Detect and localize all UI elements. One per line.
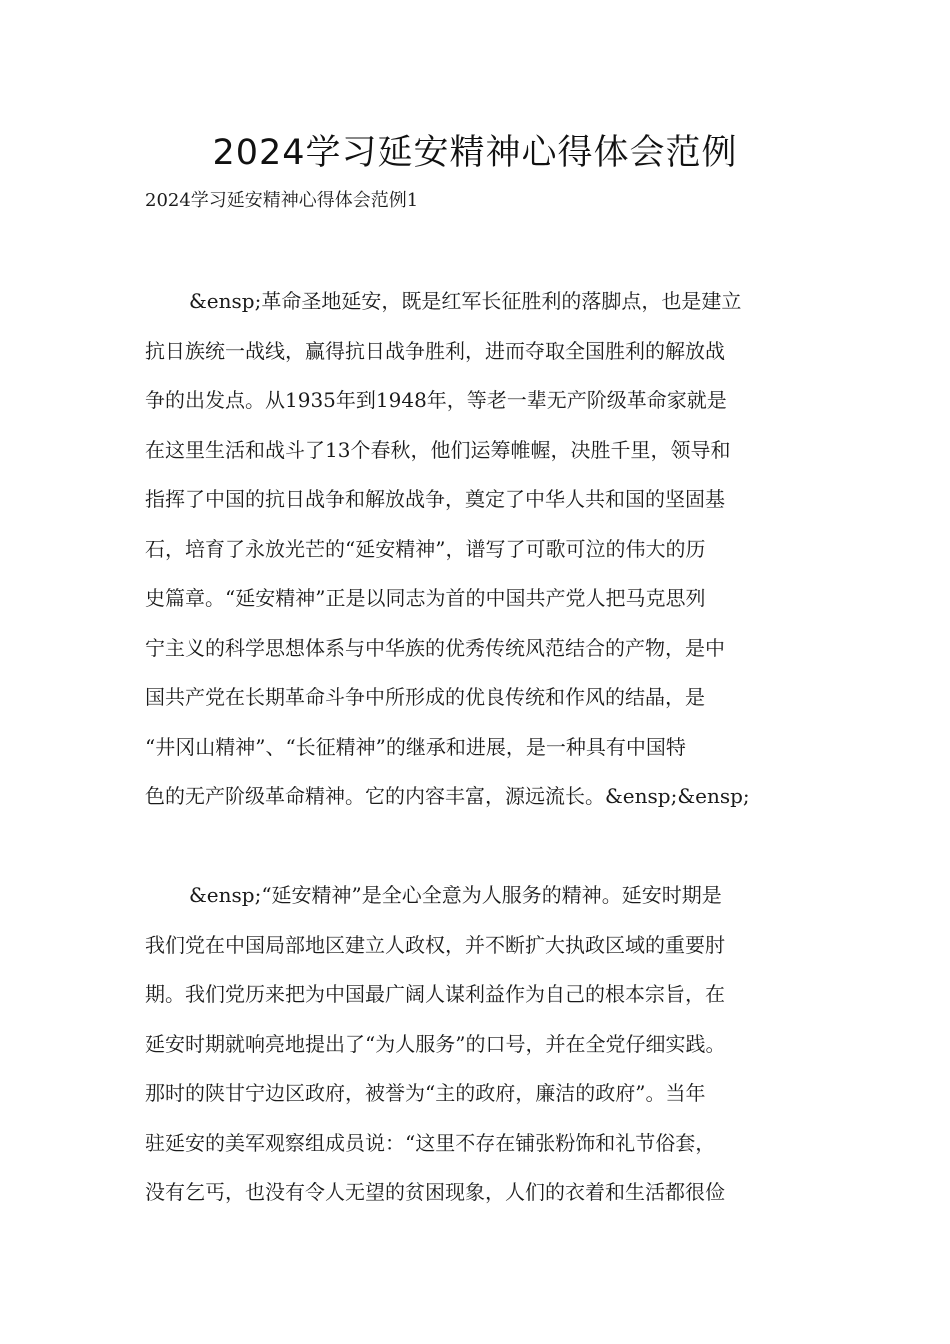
- paragraph-line: 国共产党在长期革命斗争中所形成的优良传统和作风的结晶，是: [145, 685, 705, 709]
- paragraph-line: &ensp;“延安精神”是全心全意为人服务的精神。延安时期是: [189, 883, 722, 907]
- paragraph-line: “井冈山精神”、“长征精神”的继承和进展，是一种具有中国特: [145, 734, 686, 759]
- paragraph-line: 延安时期就响亮地提出了“为人服务”的口号，并在全党仔细实践。: [145, 1031, 726, 1056]
- paragraph-line: 期。我们党历来把为中国最广阔人谋利益作为自己的根本宗旨，在: [145, 982, 725, 1006]
- paragraph-line: 在这里生活和战斗了13个春秋，他们运筹帷幄，决胜千里，领导和: [145, 437, 731, 462]
- paragraph-line: 抗日族统一战线，赢得抗日战争胜利，进而夺取全国胜利的解放战: [145, 338, 725, 363]
- paragraph-line: 色的无产阶级革命精神。它的内容丰富，源远流长。&ensp;&ensp;: [145, 784, 750, 808]
- paragraph-line: &ensp;革命圣地延安，既是红军长征胜利的落脚点，也是建立: [189, 289, 742, 313]
- paragraph-line: 指挥了中国的抗日战争和解放战争，奠定了中华人共和国的坚固基: [145, 487, 725, 511]
- paragraph-line: 石，培育了永放光芒的“延安精神”，谱写了可歌可泣的伟大的历: [145, 536, 706, 561]
- paragraph-1: [145, 286, 825, 831]
- document-subtitle: 2024学习延安精神心得体会范例1: [145, 190, 419, 211]
- paragraph-line: 我们党在中国局部地区建立人政权，并不断扩大执政区域的重要肘: [145, 932, 725, 957]
- paragraph-2: [145, 880, 825, 1227]
- paragraph-line: 史篇章。“延安精神”正是以同志为首的中国共产党人把马克思列: [145, 586, 706, 610]
- paragraph-line: 那时的陕甘宁边区政府，被誉为“主的政府，廉洁的政府”。当年: [145, 1081, 706, 1105]
- paragraph-line: 没有乞丐，也没有令人无望的贫困现象，人们的衣着和生活都很俭: [145, 1180, 725, 1204]
- document-title: 2024学习延安精神心得体会范例: [212, 133, 738, 173]
- paragraph-line: 争的出发点。从1935年到1948年，等老一辈无产阶级革命家就是: [145, 388, 727, 412]
- paragraph-line: 宁主义的科学思想体系与中华族的优秀传统风范结合的产物，是中: [145, 635, 725, 660]
- paragraph-line: 驻延安的美军观察组成员说：“这里不存在铺张粉饰和礼节俗套，: [145, 1130, 716, 1155]
